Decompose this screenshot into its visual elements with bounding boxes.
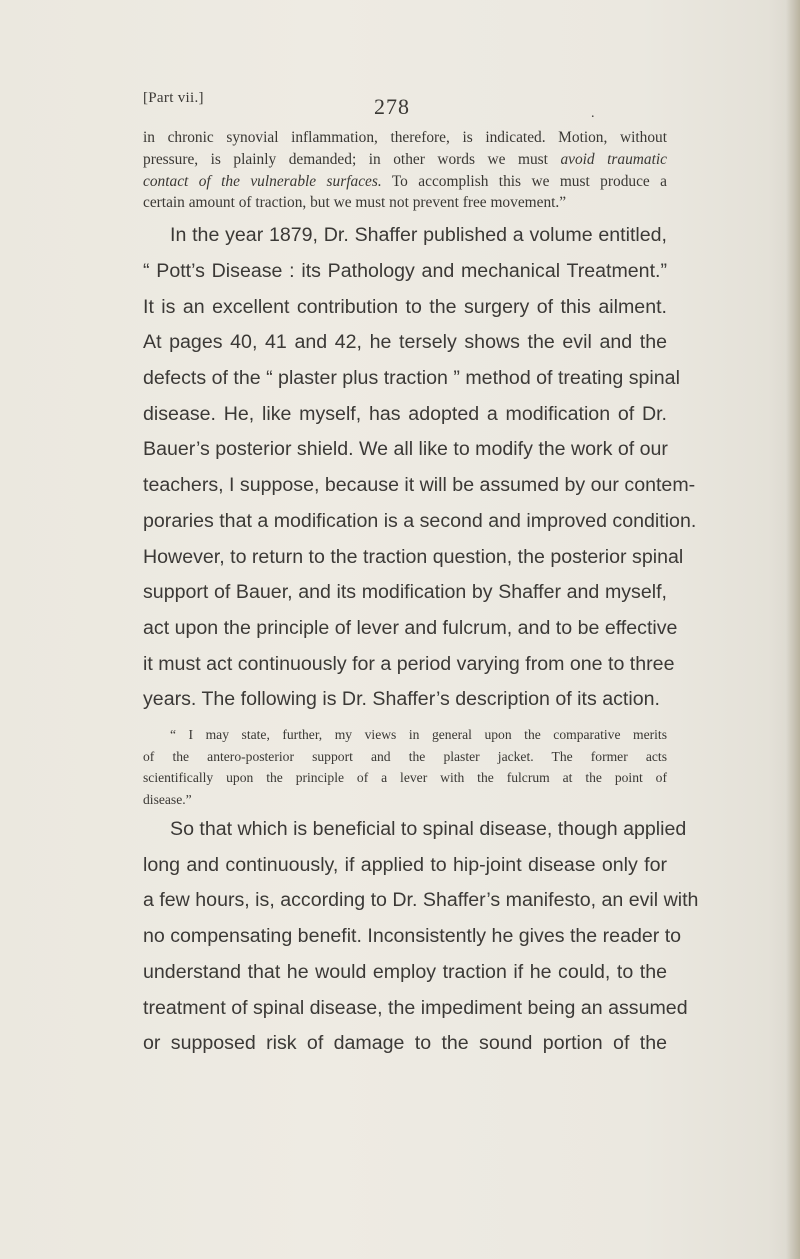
text-line: long and continuously, if applied to hip-joint disease only for: [143, 853, 667, 876]
paragraph-hip-joint: [143, 812, 699, 1062]
text-line: years. The following is Dr. Shaffer’s description of its action.: [143, 688, 660, 711]
page-edge-shadow: [786, 0, 800, 1259]
text-line: poraries that a modification is a second and improved condition.: [143, 509, 697, 532]
text-line: [143, 149, 667, 171]
text-segment: pressure, is plainly demanded; in other words we must: [143, 150, 561, 168]
body-text: [143, 127, 699, 1062]
text-line: [143, 171, 667, 193]
text-line: It is an excellent contribution to the surgery of this ailment.: [143, 295, 667, 318]
text-line: disease.”: [143, 791, 192, 807]
text-line: a few hours, is, according to Dr. Shaffer’s manifesto, an evil with: [143, 889, 699, 912]
italic-text: contact of the vulnerable surfaces.: [143, 172, 382, 190]
text-line: Bauer’s posterior shield. We all like to modify the work of our: [143, 438, 668, 461]
text-line: treatment of spinal disease, the impediment being an assumed: [143, 996, 688, 1019]
text-line: In the year 1879, Dr. Shaffer published a volume entitled,: [170, 224, 667, 247]
text-line: certain amount of traction, but we must not prevent free movement.”: [143, 194, 567, 212]
text-line: understand that he would employ traction if he could, to the: [143, 960, 667, 983]
text-line: defects of the “ plaster plus traction ” method of treating spinal: [143, 367, 680, 389]
block-quote: [143, 724, 667, 810]
part-label: [Part vii.]: [143, 90, 204, 106]
text-line: At pages 40, 41 and 42, he tersely shows the evil and the: [143, 331, 667, 354]
page-number: 278: [374, 94, 410, 119]
text-line: support of Bauer, and its modification by Shaffer and myself,: [143, 581, 667, 604]
italic-text: avoid traumatic: [560, 150, 667, 168]
text-line: scientifically upon the principle of a lever with the fulcrum at the point of: [143, 770, 667, 786]
text-line: no compensating benefit. Inconsistently he gives the reader to: [143, 925, 682, 948]
paragraph-continued-quote: [143, 127, 667, 214]
text-line: “ Pott’s Disease : its Pathology and mechanical Treatment.”: [143, 259, 667, 282]
running-head: [143, 90, 663, 120]
text-line: act upon the principle of lever and fulcrum, and to be effective: [143, 616, 678, 639]
paragraph-shaffer-volume: [143, 218, 697, 718]
text-segment: To accomplish this we must produce a: [381, 172, 667, 190]
text-line: “ I may state, further, my views in general upon the comparative merits: [170, 727, 667, 743]
text-line: teachers, I suppose, because it will be assumed by our contem-: [143, 474, 696, 497]
text-line: So that which is beneficial to spinal disease, though applied: [170, 818, 687, 841]
page-mark: .: [591, 106, 595, 121]
text-line: disease. He, like myself, has adopted a modification of Dr.: [143, 402, 667, 425]
text-line: it must act continuously for a period varying from one to three: [143, 652, 675, 675]
text-line: in chronic synovial inflammation, therefore, is indicated. Motion, without: [143, 129, 667, 146]
text-line: or supposed risk of damage to the sound portion of the: [143, 1032, 667, 1055]
text-line: of the antero-posterior support and the plaster jacket. The former acts: [143, 748, 667, 764]
text-line: However, to return to the traction question, the posterior spinal: [143, 545, 684, 568]
